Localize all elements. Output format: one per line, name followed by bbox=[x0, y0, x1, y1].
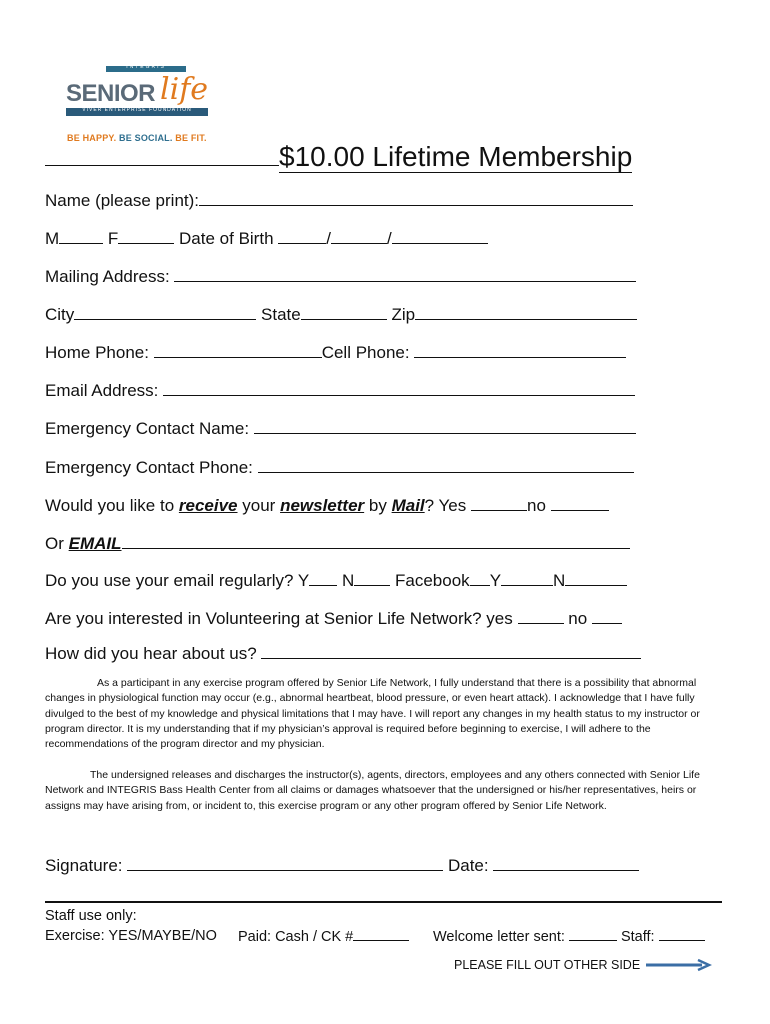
logo-sub-band bbox=[66, 108, 208, 116]
or-email-field[interactable] bbox=[122, 533, 630, 549]
facebook-n-field[interactable] bbox=[565, 570, 627, 586]
emergency-name-label: Emergency Contact Name: bbox=[45, 419, 250, 438]
emergency-phone-field[interactable] bbox=[258, 457, 634, 473]
zip-label: Zip bbox=[391, 305, 416, 324]
staff-paid bbox=[238, 927, 409, 946]
logo-sub-text: VIVER ENTERPRISE FOUNDATION bbox=[82, 107, 192, 113]
staff-welcome bbox=[433, 927, 705, 946]
emergency-name-field[interactable] bbox=[254, 418, 636, 434]
f-label: F bbox=[107, 229, 119, 248]
volunteer-row bbox=[45, 608, 622, 629]
staff-paid-field[interactable] bbox=[353, 927, 409, 941]
city-row bbox=[45, 304, 637, 325]
volunteer-no-field[interactable] bbox=[592, 608, 622, 624]
email-regular-n-field[interactable] bbox=[354, 570, 390, 586]
email-row bbox=[45, 380, 635, 401]
emergency-phone-label: Emergency Contact Phone: bbox=[45, 458, 253, 477]
phone-row bbox=[45, 342, 626, 363]
logo-senior-text: SENIOR bbox=[66, 80, 156, 107]
facebook-y-field[interactable] bbox=[501, 570, 553, 586]
zip-field[interactable] bbox=[415, 304, 637, 320]
or-email-row bbox=[45, 533, 630, 554]
facebook-blank[interactable] bbox=[470, 570, 490, 586]
email-label: Email Address: bbox=[45, 381, 159, 400]
facebook-label: Facebook bbox=[395, 571, 470, 590]
newsletter-text-3: by bbox=[368, 496, 387, 515]
volunteer-yes-field[interactable] bbox=[518, 608, 564, 624]
m-label: M bbox=[45, 229, 60, 248]
staff-staff-label: Staff: bbox=[620, 929, 655, 945]
dob-day-field[interactable] bbox=[331, 228, 387, 244]
staff-divider bbox=[45, 901, 722, 903]
newsletter-row bbox=[45, 495, 609, 516]
m-field[interactable] bbox=[59, 228, 103, 244]
city-field[interactable] bbox=[74, 304, 256, 320]
volunteer-label: Are you interested in Volunteering at Senior Life Network? yes bbox=[45, 609, 513, 628]
dob-sep-1: / bbox=[326, 229, 331, 248]
staff-use-label: Staff use only: bbox=[45, 908, 137, 924]
email-regular-n-label: N bbox=[342, 571, 355, 590]
home-phone-label: Home Phone: bbox=[45, 343, 149, 362]
waiver-paragraph-1: As a participant in any exercise program offered by Senior Life Network, I fully understand that there is a possibility that abnormal changes in physiological function may occur (e.g., abnormal heartbeat, blood pressure, or even heart attack). I acknowledge that I have fully divulged to the best of my knowledge and physical limitations that I may have. I will report any changes in my health status to my instructor or program director. It is my understanding that if my physician’s approval is required before beginning to exercise, I will adhere to the recommendations of the program director and my physician. bbox=[45, 677, 700, 751]
date-field[interactable] bbox=[493, 855, 639, 871]
newsletter-newsletter: newsletter bbox=[280, 496, 365, 515]
tagline-fit: BE FIT. bbox=[175, 133, 207, 143]
newsletter-yes-field[interactable] bbox=[471, 495, 527, 511]
facebook-y-label: Y bbox=[489, 571, 502, 590]
tagline-social: BE SOCIAL. bbox=[119, 133, 173, 143]
title-text: $10.00 Lifetime Membership bbox=[279, 141, 633, 172]
mailing-row bbox=[45, 266, 636, 287]
or-label: Or bbox=[45, 534, 64, 553]
signature-field[interactable] bbox=[127, 855, 443, 871]
facebook-n-label: N bbox=[553, 571, 566, 590]
staff-welcome-label: Welcome letter sent: bbox=[433, 929, 565, 945]
signature-row bbox=[45, 855, 639, 876]
newsletter-receive: receive bbox=[178, 496, 238, 515]
f-field[interactable] bbox=[118, 228, 174, 244]
right-arrow-icon bbox=[646, 955, 712, 975]
staff-welcome-field[interactable] bbox=[569, 927, 617, 941]
cell-phone-field[interactable] bbox=[414, 342, 626, 358]
state-label: State bbox=[261, 305, 301, 324]
staff-exercise: Exercise: YES/MAYBE/NO bbox=[45, 928, 217, 944]
email-regular-y-field[interactable] bbox=[309, 570, 337, 586]
email-regular-row bbox=[45, 570, 627, 591]
emergency-phone-row bbox=[45, 457, 634, 478]
mailing-label: Mailing Address: bbox=[45, 267, 170, 286]
date-label: Date: bbox=[447, 856, 489, 875]
hear-field[interactable] bbox=[261, 643, 641, 659]
logo-top-text: INTEGRIS bbox=[126, 64, 166, 70]
tagline-happy: BE HAPPY. bbox=[67, 133, 117, 143]
hear-row bbox=[45, 643, 641, 664]
page-title bbox=[45, 141, 632, 173]
sex-dob-row bbox=[45, 228, 488, 249]
dob-year-field[interactable] bbox=[392, 228, 488, 244]
staff-staff-field[interactable] bbox=[659, 927, 705, 941]
newsletter-text-1: Would you like to bbox=[45, 496, 175, 515]
signature-label: Signature: bbox=[45, 856, 123, 875]
senior-life-logo bbox=[60, 66, 216, 126]
city-label: City bbox=[45, 305, 75, 324]
dob-sep-2: / bbox=[387, 229, 392, 248]
newsletter-text-2: your bbox=[242, 496, 276, 515]
newsletter-mail: Mail bbox=[391, 496, 425, 515]
dob-label: Date of Birth bbox=[179, 229, 274, 248]
or-email-label: EMAIL bbox=[68, 534, 122, 553]
state-field[interactable] bbox=[301, 304, 387, 320]
hear-label: How did you hear about us? bbox=[45, 644, 257, 663]
name-field[interactable] bbox=[199, 190, 633, 206]
name-label: Name (please print): bbox=[45, 191, 200, 210]
waiver-paragraph-2: The undersigned releases and discharges the instructor(s), agents, directors, employees and any others connected with Senior Life Network and INTEGRIS Bass Health Center from all claims or damages whatsoever that the undersigned or his/her representatives, heirs or assigns may have arising from, or incident to, this exercise program or any other program offered by Senior Life Network. bbox=[45, 769, 700, 812]
fill-other-side-note: PLEASE FILL OUT OTHER SIDE bbox=[454, 958, 641, 972]
newsletter-no-label: no bbox=[527, 496, 546, 515]
newsletter-no-field[interactable] bbox=[551, 495, 609, 511]
staff-paid-label: Paid: Cash / CK # bbox=[238, 929, 354, 945]
emergency-name-row bbox=[45, 418, 636, 439]
volunteer-no-label: no bbox=[568, 609, 588, 628]
title-lead-line bbox=[45, 143, 279, 166]
email-field[interactable] bbox=[163, 380, 635, 396]
dob-month-field[interactable] bbox=[278, 228, 326, 244]
home-phone-field[interactable] bbox=[154, 342, 322, 358]
logo-life-text: life bbox=[160, 72, 209, 107]
name-row bbox=[45, 190, 633, 211]
email-regular-label: Do you use your email regularly? Y bbox=[45, 571, 310, 590]
cell-phone-label: Cell Phone: bbox=[321, 343, 410, 362]
mailing-field[interactable] bbox=[174, 266, 636, 282]
newsletter-yes-label: ? Yes bbox=[424, 496, 467, 515]
